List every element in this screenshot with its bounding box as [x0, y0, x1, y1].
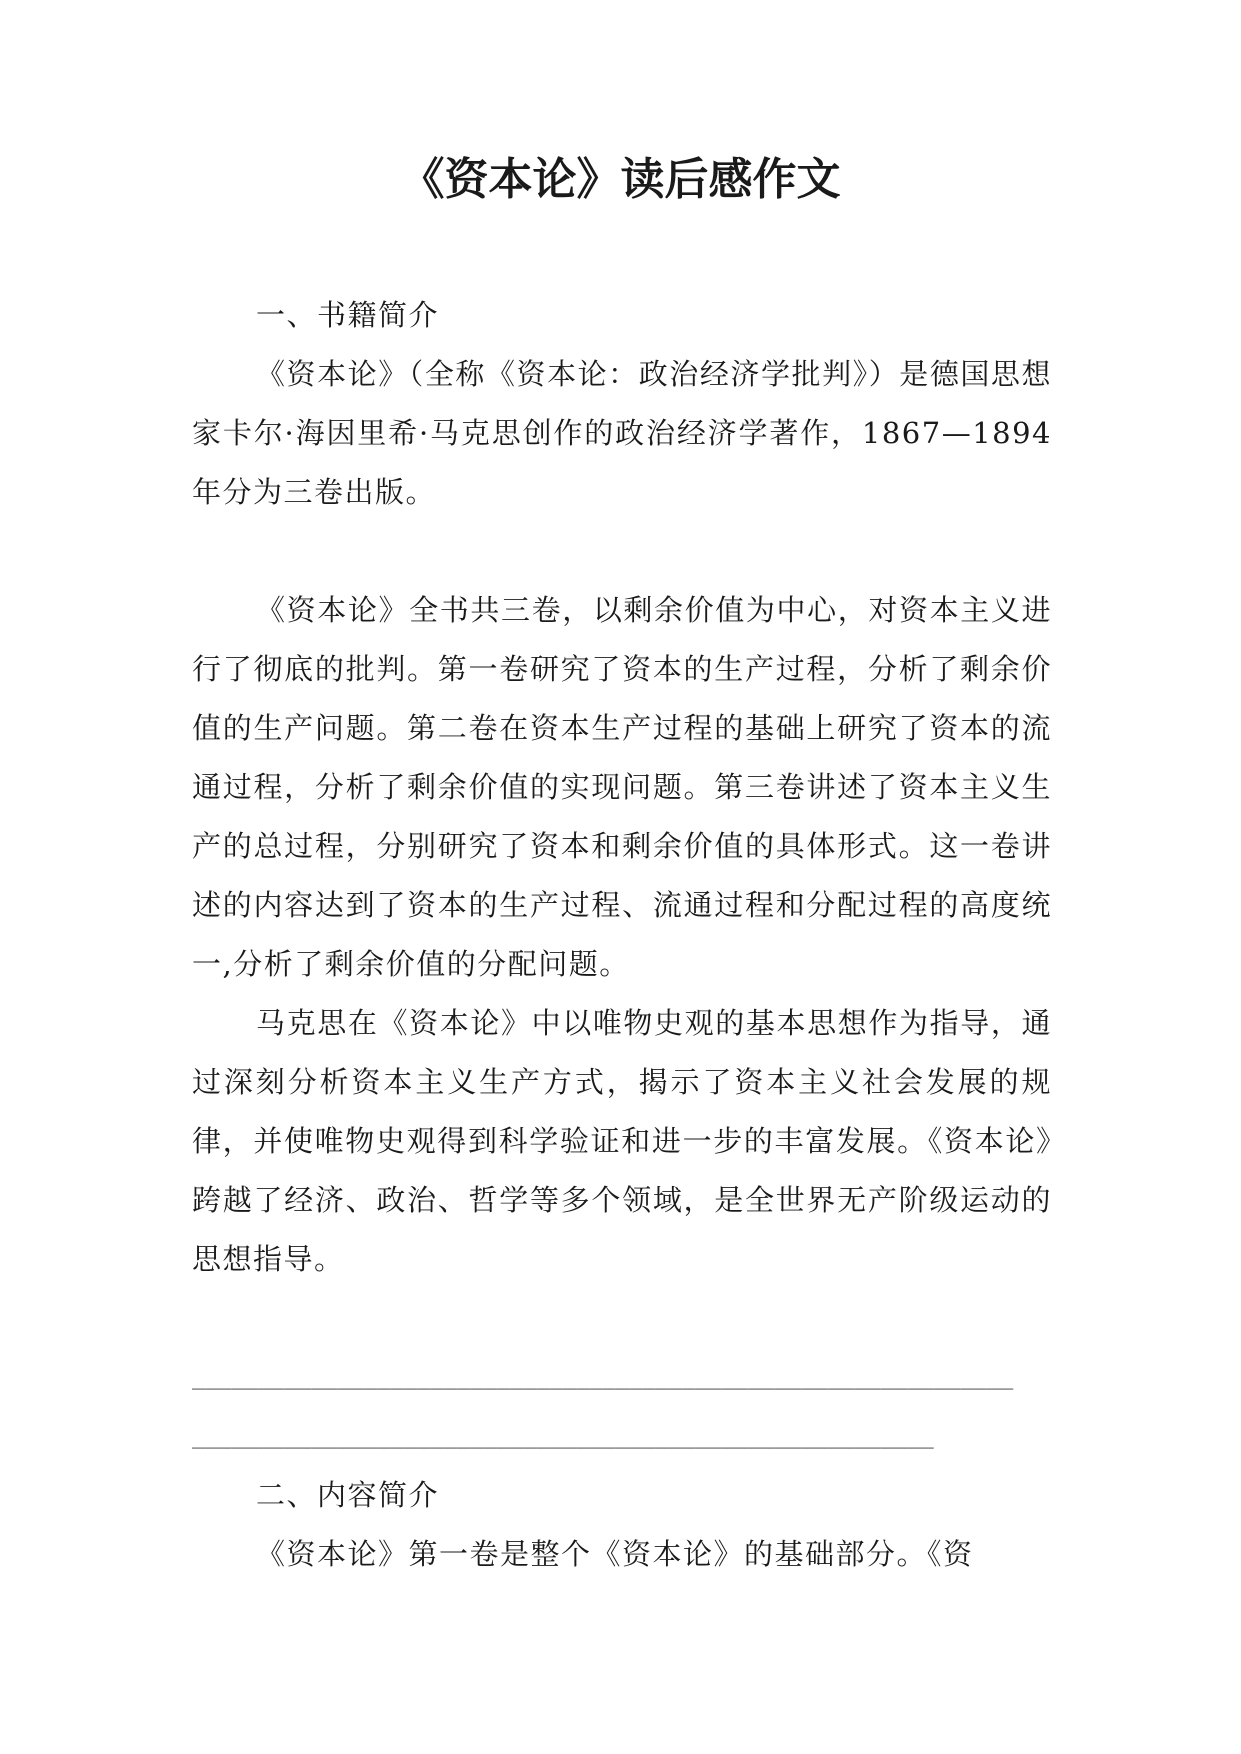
section-heading-2: 二、内容简介	[256, 1478, 440, 1512]
paragraph-gap	[192, 522, 1052, 581]
paragraph-gap	[192, 1289, 1052, 1348]
document-title: 《资本论》读后感作文	[400, 154, 841, 205]
paragraph-volumes: 《资本论》全书共三卷，以剩余价值为中心，对资本主义进行了彻底的批判。第一卷研究了资本的生产过程，分析了剩余价值的生产问题。第二卷在资本生产过程的基础上研究了资本的流通过程，分析了剩余价值的实现问题。第三卷讲述了资本主义生产的总过程，分别研究了资本和剩余价值的具体形式。这一卷讲述的内容达到了资本的生产过程、流通过程和分配过程的高度统一,分析了剩余价值的分配问题。	[192, 593, 1052, 981]
document-body	[192, 286, 1052, 1584]
paragraph-materialism: 马克思在《资本论》中以唯物史观的基本思想作为指导，通过深刻分析资本主义生产方式，揭示了资本主义社会发展的规律，并使唯物史观得到科学验证和进一步的丰富发展。《资本论》跨越了经济、政治、哲学等多个领域，是全世界无产阶级运动的思想指导。	[192, 1006, 1052, 1276]
paragraph-book-intro: 《资本论》（全称《资本论：政治经济学批判》）是德国思想家卡尔·海因里希·马克思创作的政治经济学著作，1867—1894 年分为三卷出版。	[192, 357, 1052, 509]
paragraph-content-intro: 《资本论》第一卷是整个《资本论》的基础部分。《资	[256, 1537, 974, 1571]
separator-line: ______________________________________________________________	[192, 1365, 1014, 1390]
section-heading-1: 一、书籍简介	[256, 298, 440, 332]
separator-line: ________________________________________________________	[192, 1424, 934, 1449]
